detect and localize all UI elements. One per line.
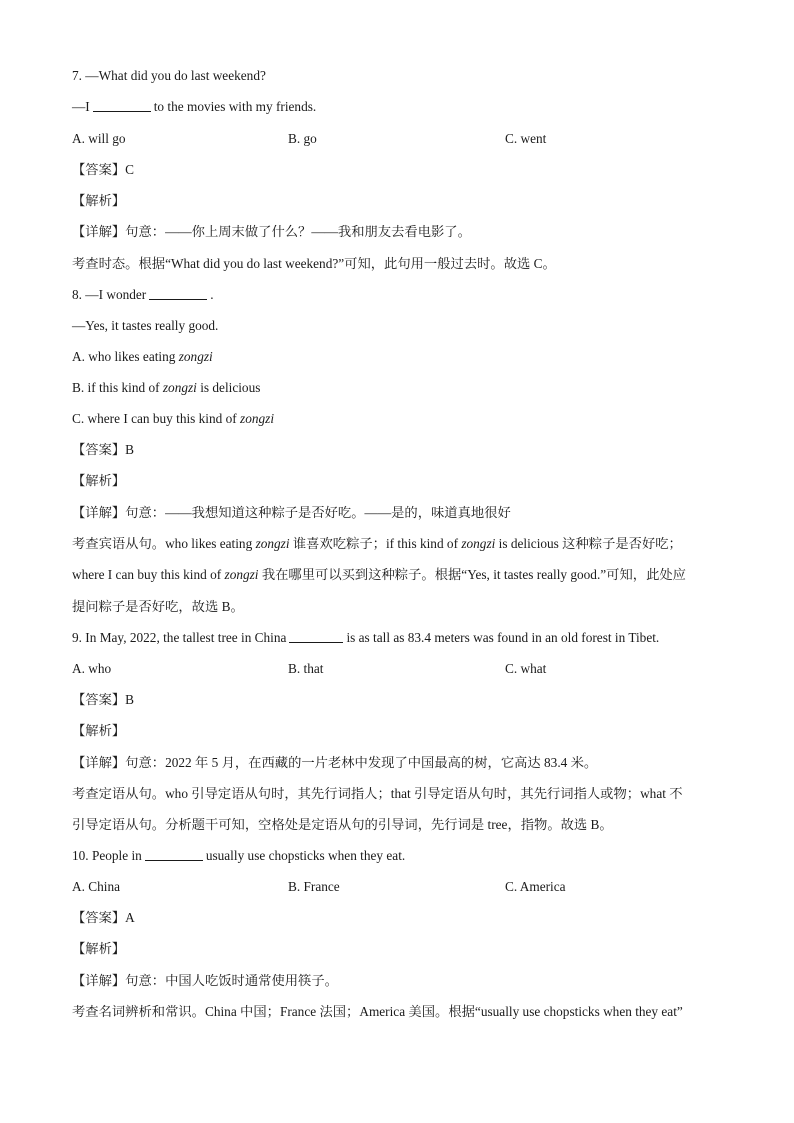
q10-option-b: B. France [288,879,340,894]
q9-explain-2: 引导定语从句。分析题干可知，空格处是定语从句的引导词，先行词是 tree，指物。故选 B。 [72,817,613,832]
q7-explain: 考查时态。根据“What did you do last weekend?”可知，此句用一般过去时。故选 C。 [72,256,556,271]
q10-answer: 【答案】A [72,910,135,925]
q10-detail: 【详解】句意：中国人吃饭时通常使用筷子。 [72,973,338,988]
q9-detail: 【详解】句意：2022 年 5 月，在西藏的一片老林中发现了中国最高的树，它高达 83.4 米。 [72,755,598,770]
q8-option-c-text: C. where I can buy this kind of [72,411,237,426]
q10-option-c: C. America [505,879,566,894]
q8-option-b-post: is delicious [200,380,261,395]
q8-explain-1b: 谁喜欢吃粽子；if this kind of [292,536,458,551]
q7-reply-pre: —I [72,99,90,114]
q7-option-a: A. will go [72,131,126,146]
q9-option-b: B. that [288,661,324,676]
q8-option-a [72,348,724,366]
q10-stem-post: usually use chopsticks when they eat. [205,848,406,863]
q7-reply [72,98,724,116]
q7-detail: 【详解】句意：——你上周末做了什么？——我和朋友去看电影了。 [72,224,471,239]
q8-analysis-label: 【解析】 [72,473,126,488]
zongzi-word: zongzi [255,536,290,551]
q9-answer: 【答案】B [72,692,135,707]
q8-explain-1c: is delicious 这种粽子是否好吃； [498,536,682,551]
q7-analysis-label: 【解析】 [72,193,126,208]
q8-explain-1 [72,535,724,553]
q10-stem [72,847,724,865]
zongzi-word: zongzi [224,567,259,582]
q10-option-a: A. China [72,879,121,894]
q7-answer: 【答案】C [72,162,135,177]
q8-explain-3: 提问粽子是否好吃，故选 B。 [72,599,244,614]
q9-stem [72,629,724,647]
q9-analysis-label: 【解析】 [72,723,126,738]
q8-explain-2a: where I can buy this kind of [72,567,222,582]
q8-stem-pre: 8. —I wonder [72,287,147,302]
q8-stem [72,286,724,304]
q10-stem-pre: 10. People in [72,848,142,863]
zongzi-word: zongzi [240,411,275,426]
answer-blank [289,630,343,643]
q10-analysis-label: 【解析】 [72,941,126,956]
q9-option-a: A. who [72,661,112,676]
answer-blank [93,99,151,112]
q7-stem: 7. —What did you do last weekend? [72,68,266,83]
q9-stem-pre: 9. In May, 2022, the tallest tree in China [72,630,287,645]
zongzi-word: zongzi [162,380,197,395]
q9-stem-post: is as tall as 83.4 meters was found in an old forest in Tibet. [346,630,660,645]
q8-explain-2b: 我在哪里可以买到这种粽子。根据“Yes, it tastes really good.”可知，此处应 [261,567,686,582]
q8-option-b-pre: B. if this kind of [72,380,160,395]
q8-answer: 【答案】B [72,442,135,457]
answer-blank [145,848,203,861]
q8-option-c [72,410,724,428]
q8-explain-1a: 考查宾语从句。who likes eating [72,536,253,551]
q10-explain: 考查名词辨析和常识。China 中国；France 法国；America 美国。根据“usually use chopsticks when they eat” [72,1004,683,1019]
zongzi-word: zongzi [178,349,213,364]
q7-option-c: C. went [505,131,547,146]
q8-stem-post: . [210,287,214,302]
q8-reply: —Yes, it tastes really good. [72,318,219,333]
q7-reply-post: to the movies with my friends. [153,99,317,114]
zongzi-word: zongzi [461,536,496,551]
q8-option-b [72,379,724,397]
q7-option-b: B. go [288,131,317,146]
q9-option-c: C. what [505,661,547,676]
q8-option-a-text: A. who likes eating [72,349,176,364]
q8-detail: 【详解】句意：——我想知道这种粽子是否好吃。——是的，味道真地很好 [72,505,511,520]
q9-explain-1: 考查定语从句。who 引导定语从句时，其先行词指人；that 引导定语从句时，其先行词指人或物；what 不 [72,786,683,801]
q8-explain-2 [72,566,724,584]
answer-blank [149,287,207,300]
